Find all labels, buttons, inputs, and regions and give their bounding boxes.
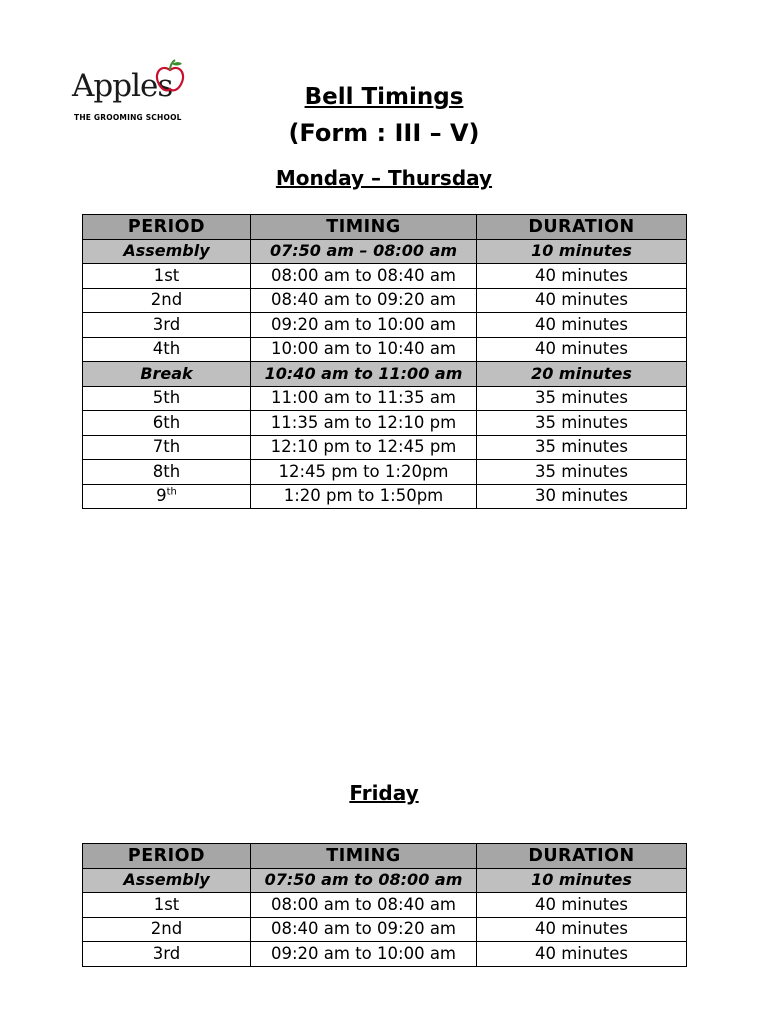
cell-period-text: 5th [152, 388, 181, 408]
cell-duration [477, 337, 687, 362]
table-row [83, 435, 687, 460]
cell-timing-text: 08:40 am to 09:20 am [270, 919, 456, 939]
bell-timing-table-mon-thu [82, 214, 687, 509]
table-body [83, 868, 687, 966]
cell-timing [251, 435, 477, 460]
cell-duration [477, 460, 687, 485]
cell-period-text: 7th [152, 437, 181, 457]
section-heading-mon-thu: Monday – Thursday [275, 166, 493, 190]
cell-timing [251, 460, 477, 485]
cell-period [83, 362, 251, 387]
cell-period [83, 288, 251, 313]
cell-duration-text: 10 minutes [531, 870, 632, 890]
cell-duration-text: 40 minutes [534, 339, 629, 359]
page-title [0, 84, 768, 110]
cell-duration-text: 35 minutes [534, 437, 629, 457]
cell-timing-text: 11:00 am to 11:35 am [270, 388, 456, 408]
cell-period [83, 868, 251, 893]
cell-period-text: 2nd [150, 919, 183, 939]
cell-period [83, 386, 251, 411]
cell-period-text: Break [140, 363, 193, 383]
cell-timing [251, 868, 477, 893]
cell-duration-text: 35 minutes [534, 412, 629, 432]
table-row [83, 942, 687, 967]
table-row-highlight [83, 868, 687, 893]
title-line-1: Bell Timings [304, 84, 464, 110]
cell-period [83, 239, 251, 264]
cell-timing [251, 337, 477, 362]
cell-duration-text: 40 minutes [534, 894, 629, 914]
cell-timing-text: 1:20 pm to 1:50pm [283, 486, 444, 506]
table-header-row [83, 844, 687, 869]
cell-timing-text: 10:40 am to 11:00 am [264, 363, 463, 383]
cell-timing [251, 313, 477, 338]
cell-timing-text: 07:50 am to 08:00 am [264, 870, 463, 890]
cell-duration [477, 484, 687, 509]
cell-duration [477, 435, 687, 460]
cell-period-text: 8th [152, 461, 181, 481]
cell-timing [251, 917, 477, 942]
cell-duration [477, 917, 687, 942]
table-row [83, 460, 687, 485]
cell-timing [251, 362, 477, 387]
cell-period-text: 1st [153, 265, 180, 285]
cell-timing-text: 08:40 am to 09:20 am [270, 290, 456, 310]
cell-duration [477, 893, 687, 918]
table-row [83, 313, 687, 338]
table-row [83, 264, 687, 289]
cell-duration [477, 868, 687, 893]
cell-timing [251, 239, 477, 264]
cell-duration-text: 40 minutes [534, 314, 629, 334]
page-subtitle-form: (Form : III – V) [288, 119, 480, 147]
table-row-highlight [83, 239, 687, 264]
logo-wordmark: Apples [72, 68, 173, 104]
cell-timing-text: 12:10 pm to 12:45 pm [270, 437, 457, 457]
cell-duration-text: 20 minutes [531, 363, 632, 383]
cell-period [83, 460, 251, 485]
logo-tagline: THE GROOMING SCHOOL [74, 113, 182, 122]
cell-period-text: 6th [152, 412, 181, 432]
cell-period-text: 3rd [152, 943, 181, 963]
cell-period [83, 435, 251, 460]
table-row [83, 484, 687, 509]
cell-period [83, 942, 251, 967]
table-body [83, 239, 687, 509]
cell-duration-text: 40 minutes [534, 943, 629, 963]
bell-timing-table-friday [82, 843, 687, 967]
cell-timing [251, 484, 477, 509]
cell-timing-text: 12:45 pm to 1:20pm [278, 461, 449, 481]
cell-duration [477, 288, 687, 313]
column-header-period: PERIOD [83, 215, 251, 240]
table-row [83, 893, 687, 918]
cell-period-text: 9 [156, 486, 167, 506]
column-header-duration: DURATION [477, 215, 687, 240]
cell-timing [251, 411, 477, 436]
cell-period [83, 917, 251, 942]
cell-period-text: Assembly [123, 241, 210, 261]
cell-duration [477, 239, 687, 264]
table-row [83, 917, 687, 942]
cell-duration [477, 942, 687, 967]
cell-duration-text: 40 minutes [534, 919, 629, 939]
cell-duration [477, 386, 687, 411]
table-row [83, 288, 687, 313]
cell-duration-text: 35 minutes [534, 461, 629, 481]
cell-duration-text: 35 minutes [534, 388, 629, 408]
cell-timing-text: 09:20 am to 10:00 am [270, 943, 456, 963]
table-row [83, 337, 687, 362]
cell-period-text: 2nd [150, 290, 183, 310]
cell-duration [477, 264, 687, 289]
cell-duration [477, 313, 687, 338]
cell-timing-text: 09:20 am to 10:00 am [270, 314, 456, 334]
cell-timing-text: 08:00 am to 08:40 am [270, 265, 456, 285]
cell-timing-text: 11:35 am to 12:10 pm [270, 412, 457, 432]
cell-duration [477, 411, 687, 436]
column-header-period: PERIOD [83, 844, 251, 869]
cell-timing [251, 264, 477, 289]
cell-duration-text: 10 minutes [531, 241, 632, 261]
column-header-duration: DURATION [477, 844, 687, 869]
cell-duration-text: 40 minutes [534, 265, 629, 285]
cell-period [83, 313, 251, 338]
cell-duration-text: 40 minutes [534, 290, 629, 310]
cell-period [83, 337, 251, 362]
cell-timing [251, 288, 477, 313]
cell-timing-text: 10:00 am to 10:40 am [270, 339, 456, 359]
cell-timing [251, 942, 477, 967]
table-row-highlight [83, 362, 687, 387]
cell-period-text: 1st [153, 894, 180, 914]
cell-period-text: 4th [152, 339, 181, 359]
cell-period-text: Assembly [123, 870, 210, 890]
section-heading-friday: Friday [349, 781, 419, 805]
column-header-timing: TIMING [251, 844, 477, 869]
cell-period [83, 411, 251, 436]
table-header-row [83, 215, 687, 240]
cell-timing [251, 386, 477, 411]
cell-duration-text: 30 minutes [534, 486, 629, 506]
cell-timing-text: 07:50 am – 08:00 am [269, 241, 458, 261]
cell-period [83, 484, 251, 509]
cell-period [83, 264, 251, 289]
cell-period [83, 893, 251, 918]
cell-timing-text: 08:00 am to 08:40 am [270, 894, 456, 914]
cell-duration [477, 362, 687, 387]
cell-period-text: 3rd [152, 314, 181, 334]
table-row [83, 411, 687, 436]
ordinal-suffix: th [166, 486, 177, 498]
table-row [83, 386, 687, 411]
cell-timing [251, 893, 477, 918]
column-header-timing: TIMING [251, 215, 477, 240]
